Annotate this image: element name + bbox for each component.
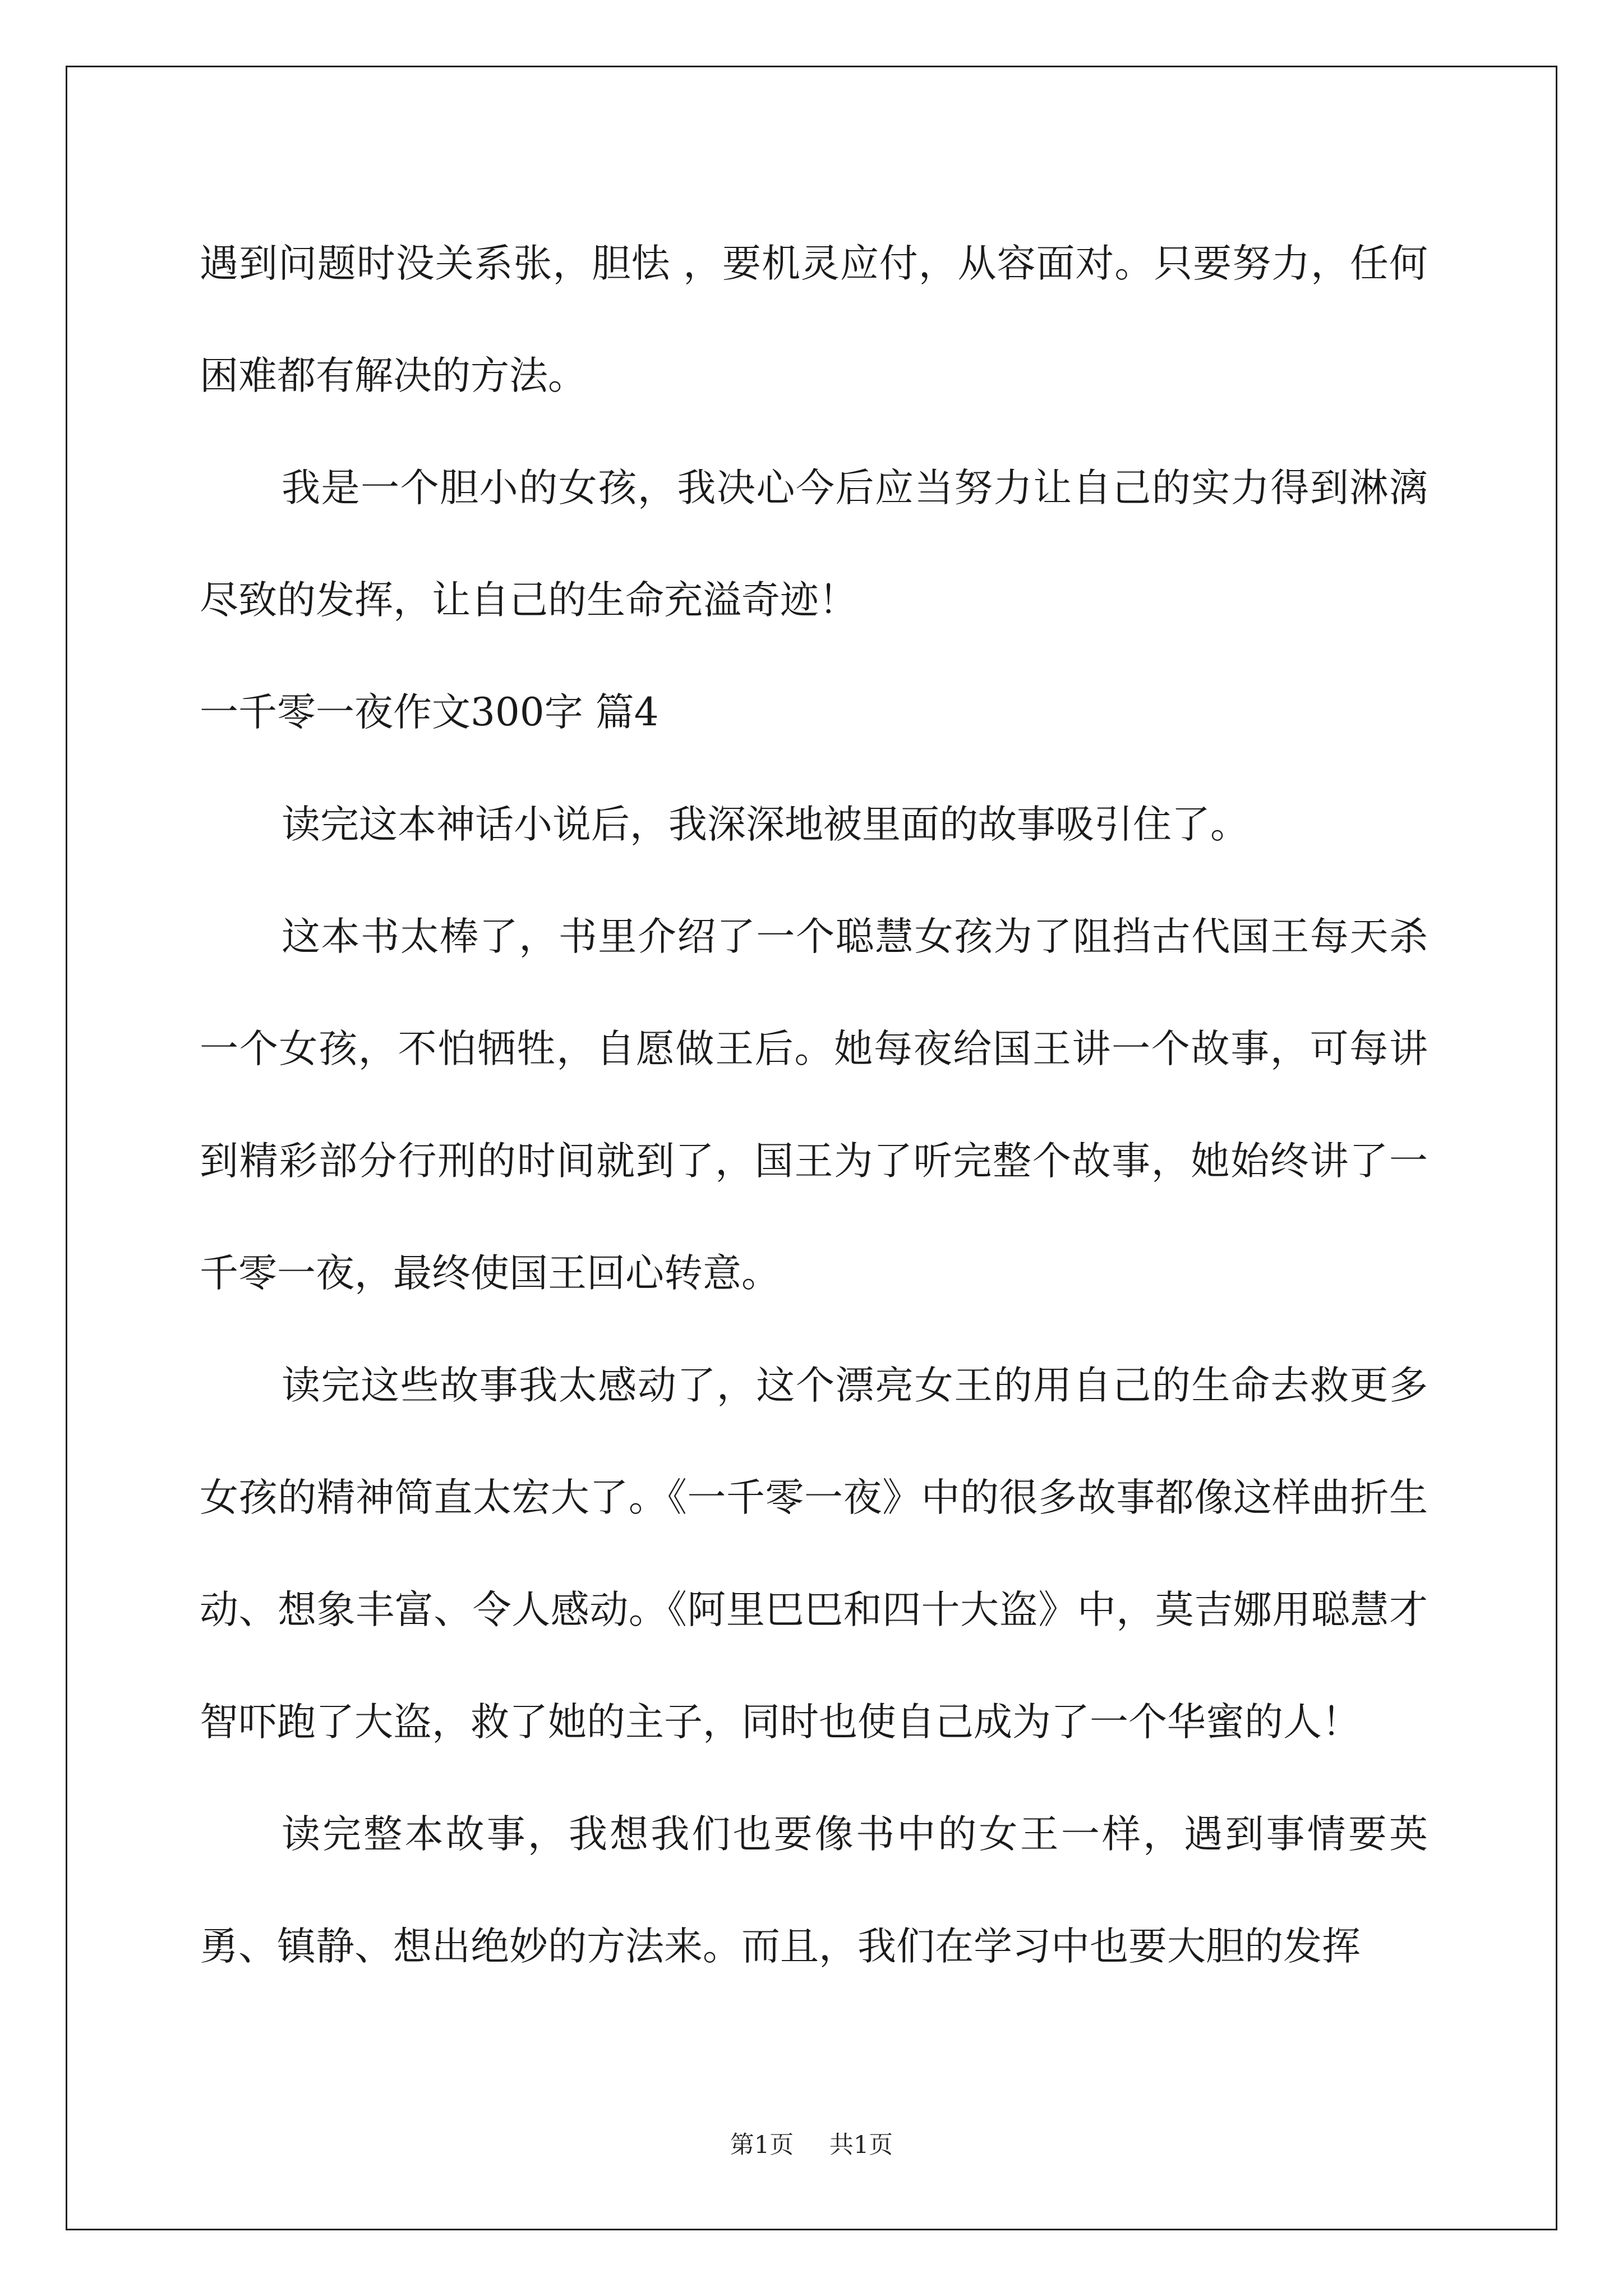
page-number-current: 第1页 <box>730 2131 794 2159</box>
page-number-total: 共1页 <box>829 2131 893 2159</box>
paragraph-6: 读完整本故事，我想我们也要像书中的女王一样，遇到事情要英勇、镇静、想出绝妙的方法来。而且，我们在学习中也要大胆的发挥 <box>200 1812 1428 1969</box>
document-body <box>200 208 1428 2003</box>
paragraph-4: 这本书太棒了，书里介绍了一个聪慧女孩为了阻挡古代国王每天杀一个女孩，不怕牺牲，自愿做王后。她每夜给国王讲一个故事，可每讲到精彩部分行刑的时间就到了，国王为了听完整个故事，她始终讲了一千零一夜，最终使国王回心转意。 <box>200 914 1428 1296</box>
paragraph-5: 读完这些故事我太感动了，这个漂亮女王的用自己的生命去救更多女孩的精神简直太宏大了。《一千零一夜》中的很多故事都像这样曲折生动、想象丰富、令人感动。《阿里巴巴和四十大盗》中，莫吉娜用聪慧才智吓跑了大盗，救了她的主子，同时也使自己成为了一个华蜜的人！ <box>200 1363 1428 1745</box>
page-footer <box>0 2126 1623 2160</box>
paragraph-1: 遇到问题时没关系张，胆怯 ，要机灵应付，从容面对。只要努力，任何困难都有解决的方法。 <box>200 241 1428 398</box>
section-heading: 一千零一夜作文300字 篇4 <box>200 690 659 735</box>
paragraph-2: 我是一个胆小的女孩，我决心今后应当努力让自己的实力得到淋漓尽致的发挥，让自己的生命充溢奇迹！ <box>200 466 1428 623</box>
paragraph-3: 读完这本神话小说后，我深深地被里面的故事吸引住了。 <box>282 802 1249 847</box>
